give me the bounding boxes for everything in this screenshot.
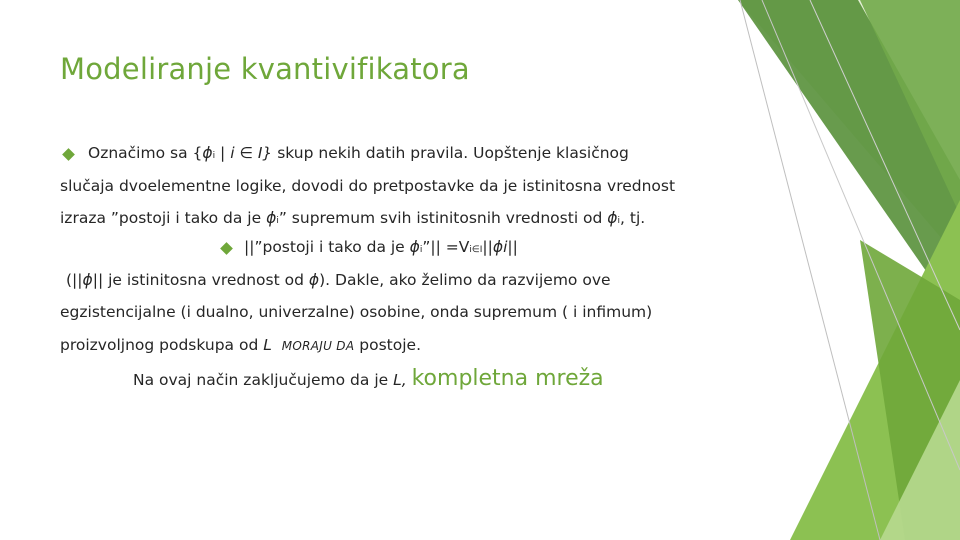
subscript: i bbox=[276, 216, 279, 226]
text-segment: proizvoljnog podskupa od bbox=[60, 336, 264, 354]
phi-symbol: ϕ bbox=[607, 209, 618, 227]
text-segment: ||”postoji i tako da je bbox=[244, 238, 410, 256]
phi-symbol: ϕ bbox=[308, 271, 320, 289]
bullet-1-text bbox=[88, 144, 629, 162]
text-segment: Na ovaj način zaključujemo da je bbox=[133, 371, 394, 389]
phi-symbol: ϕ bbox=[202, 144, 213, 162]
math-segment: i ∈ I} bbox=[230, 144, 273, 162]
text-segment: ” supremum svih istinitosnih vrednosti od bbox=[278, 209, 608, 227]
text-segment: ). Dakle, ako želimo da razvijemo ove bbox=[319, 271, 611, 289]
text-segment: ”|| =V bbox=[422, 238, 470, 256]
paragraph-line-2: slučaja dvoelementne logike, dovodi do pretpostavke da je istinitosna vrednost bbox=[60, 177, 676, 195]
math-L: L bbox=[263, 336, 272, 354]
slide-title: Modeliranje kvantivifikatora bbox=[60, 52, 470, 86]
text-segment: || je istinitosna vrednost od bbox=[92, 271, 309, 289]
text-segment: , tj. bbox=[620, 209, 646, 227]
paragraph-line-8 bbox=[133, 366, 604, 391]
paragraph-line-5 bbox=[66, 271, 611, 289]
subscript: i bbox=[212, 151, 216, 161]
text-segment: (|| bbox=[66, 271, 83, 289]
phi-symbol: ϕ bbox=[266, 209, 277, 227]
subscript: i bbox=[617, 216, 621, 226]
paragraph-line-3 bbox=[60, 209, 645, 227]
text-segment: postoje. bbox=[354, 336, 422, 354]
text-segment: izraza ”postoji i tako da je bbox=[60, 209, 267, 227]
paragraph-line-6: egzistencijalne (i dualno, univerzalne) osobine, onda supremum ( i infimum) bbox=[60, 303, 653, 321]
subscript: i bbox=[419, 245, 423, 255]
emphasis-caps: MORAJU DA bbox=[281, 339, 355, 353]
text-segment: Označimo sa { bbox=[88, 144, 203, 162]
highlight-phrase: kompletna mreža bbox=[411, 366, 604, 391]
phi-symbol: ϕi bbox=[492, 238, 508, 256]
subscript: i∈I bbox=[469, 245, 483, 255]
bullet-2-text bbox=[244, 238, 518, 256]
text-segment: | bbox=[215, 144, 231, 162]
text-segment: || bbox=[482, 238, 493, 256]
paragraph-line-7 bbox=[60, 336, 421, 354]
text-segment: || bbox=[507, 238, 518, 256]
math-L: L, bbox=[393, 371, 407, 389]
phi-symbol: ϕ bbox=[409, 238, 420, 256]
phi-symbol: ϕ bbox=[82, 271, 93, 289]
text-segment: skup nekih datih pravila. Uopštenje klasičnog bbox=[272, 144, 629, 162]
